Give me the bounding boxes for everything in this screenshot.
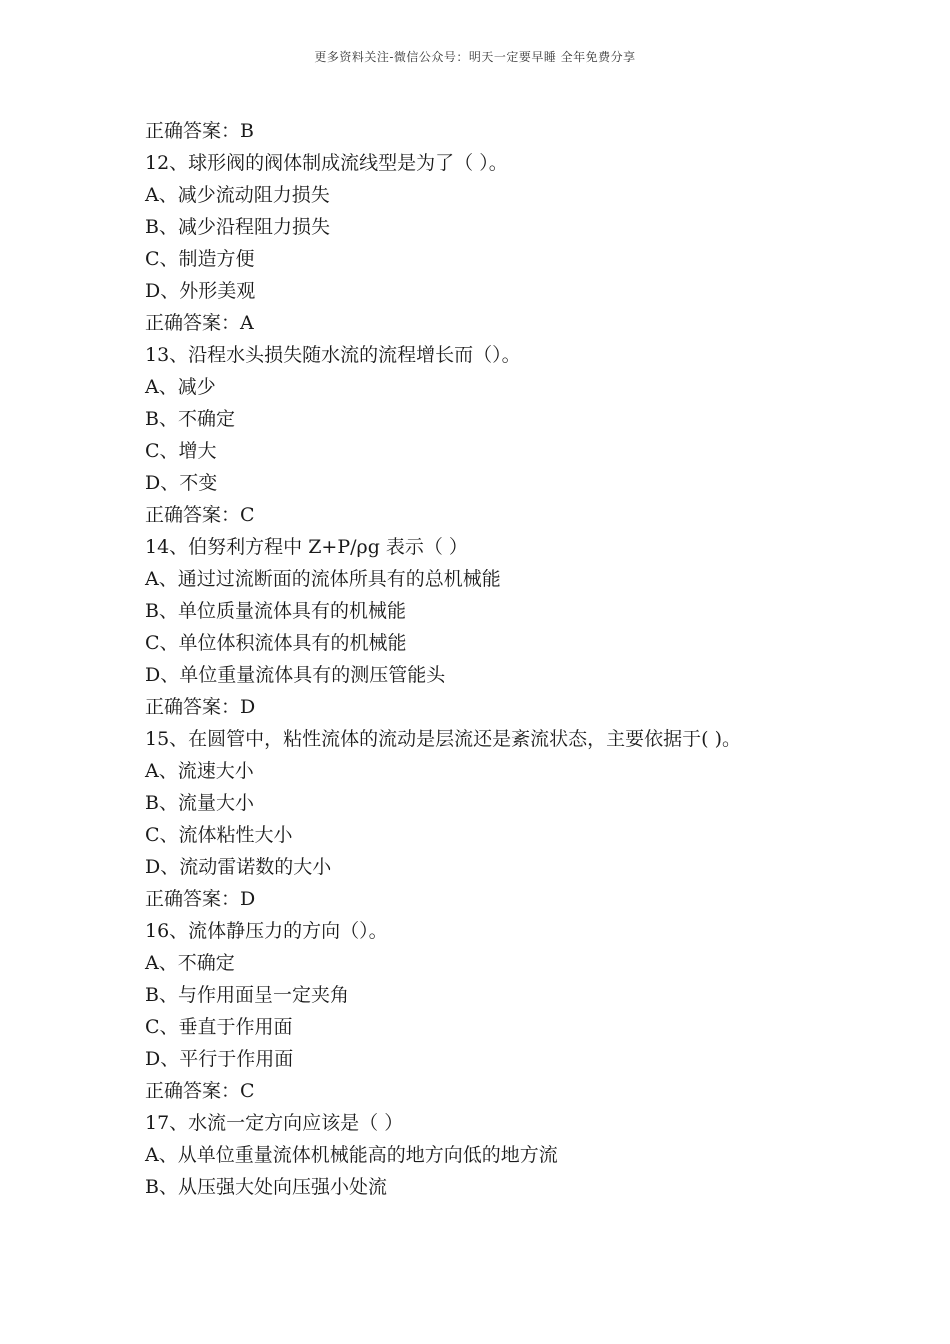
option-line: C、流体粘性大小 xyxy=(145,824,293,846)
option-line: D、外形美观 xyxy=(145,280,256,302)
option-line: A、减少流动阻力损失 xyxy=(145,184,330,206)
question-12: 12、球形阀的阀体制成流线型是为了（ ）。 xyxy=(145,152,508,174)
question-14: 14、伯努利方程中 Z+P/ρg 表示（ ） xyxy=(145,536,468,558)
option-line: C、垂直于作用面 xyxy=(145,1016,293,1038)
answer-line: 正确答案：C xyxy=(145,504,255,526)
answer-line: 正确答案：C xyxy=(145,1080,255,1102)
option-line: C、制造方便 xyxy=(145,248,255,270)
question-17: 17、水流一定方向应该是（ ） xyxy=(145,1112,404,1134)
option-line: B、单位质量流体具有的机械能 xyxy=(145,600,406,622)
option-line: C、增大 xyxy=(145,440,217,462)
option-line: B、流量大小 xyxy=(145,792,254,814)
option-line: B、减少沿程阻力损失 xyxy=(145,216,330,238)
option-line: D、单位重量流体具有的测压管能头 xyxy=(145,664,446,686)
option-line: C、单位体积流体具有的机械能 xyxy=(145,632,407,654)
question-15: 15、在圆管中，粘性流体的流动是层流还是紊流状态，主要依据于( )。 xyxy=(145,728,742,750)
option-line: A、减少 xyxy=(145,376,216,398)
option-line: B、与作用面呈一定夹角 xyxy=(145,984,349,1006)
answer-line: 正确答案：D xyxy=(145,696,256,718)
question-13: 13、沿程水头损失随水流的流程增长而（）。 xyxy=(145,344,521,366)
page-header: 更多资料关注-微信公众号：明天一定要早睡 全年免费分享 xyxy=(314,50,636,64)
option-line: D、流动雷诺数的大小 xyxy=(145,856,332,878)
option-line: A、通过过流断面的流体所具有的总机械能 xyxy=(145,568,501,590)
option-line: B、从压强大处向压强小处流 xyxy=(145,1176,387,1198)
answer-line: 正确答案：B xyxy=(145,120,254,142)
option-line: D、不变 xyxy=(145,472,218,494)
option-line: B、不确定 xyxy=(145,408,235,430)
answer-line: 正确答案：D xyxy=(145,888,256,910)
answer-line: 正确答案：A xyxy=(145,312,254,334)
option-line: A、流速大小 xyxy=(145,760,254,782)
option-line: A、不确定 xyxy=(145,952,235,974)
question-list xyxy=(145,115,905,1203)
question-16: 16、流体静压力的方向（）。 xyxy=(145,920,388,942)
option-line: D、平行于作用面 xyxy=(145,1048,294,1070)
option-line: A、从单位重量流体机械能高的地方向低的地方流 xyxy=(145,1144,558,1166)
